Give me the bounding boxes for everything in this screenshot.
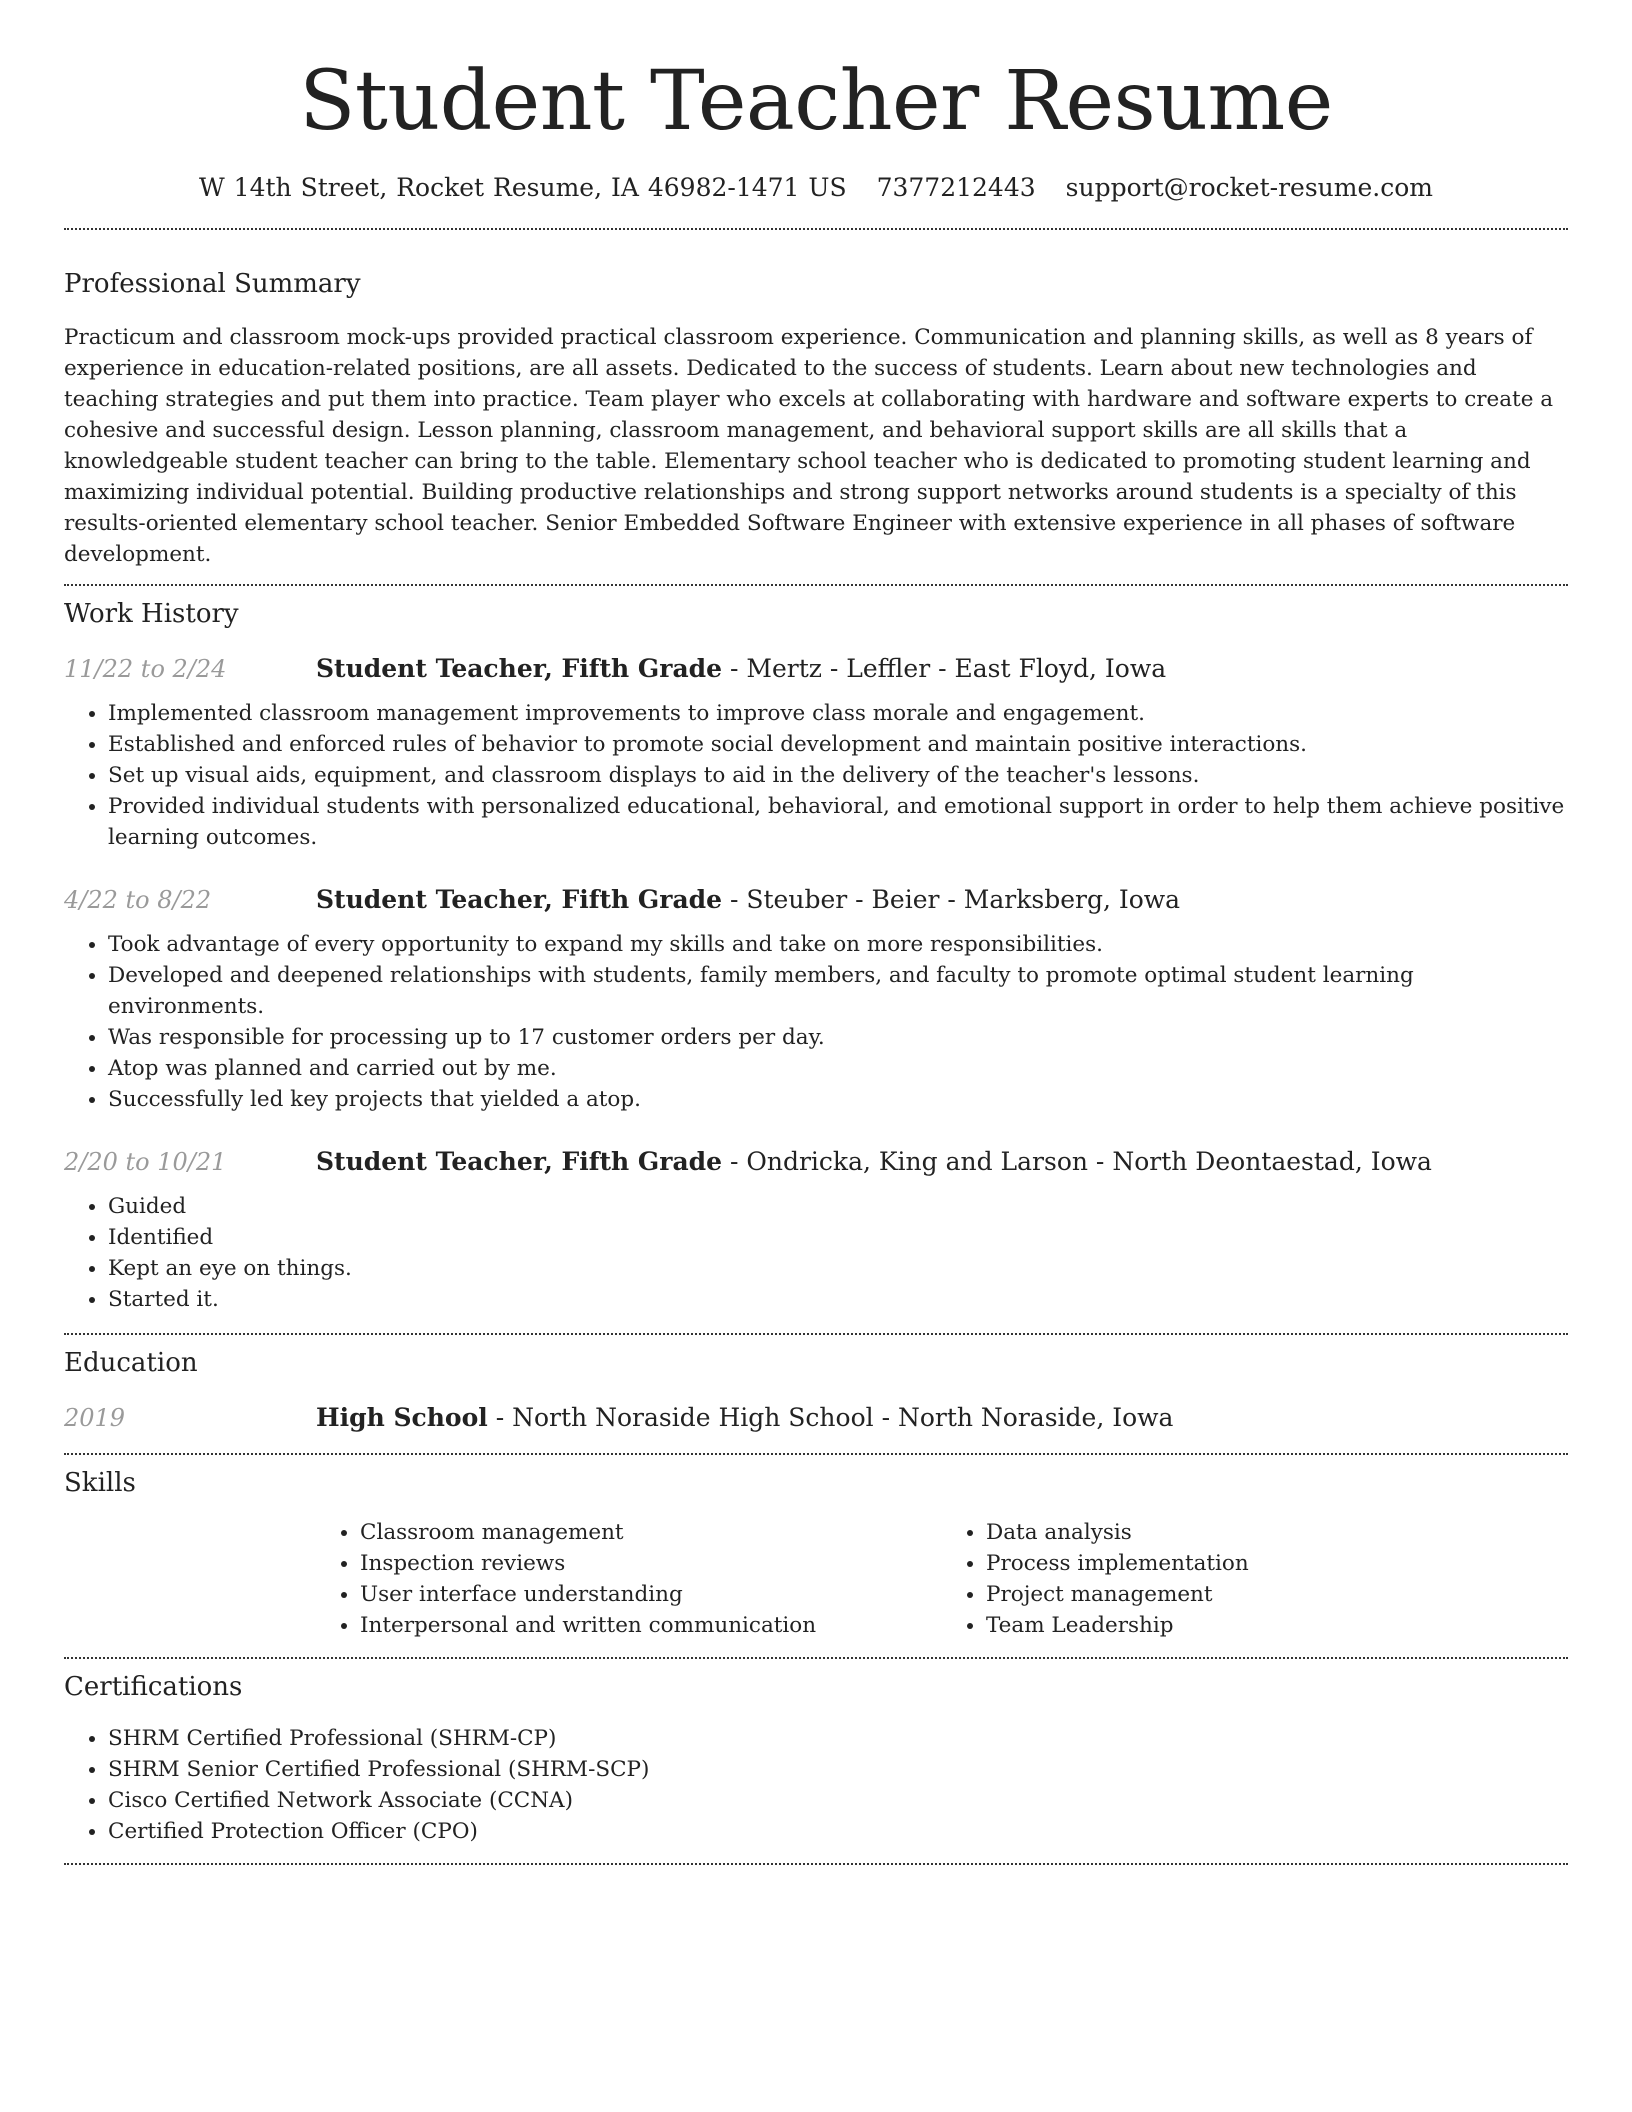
list-item: • Took advantage of every opportunity to expand my skills and take on more responsibilities. xyxy=(108,929,1568,960)
section-heading: Professional Summary xyxy=(64,269,361,299)
list-item: • Team Leadership xyxy=(986,1610,1568,1641)
section-heading: Work History xyxy=(64,599,239,629)
contact-address: W 14th Street, Rocket Resume, IA 46982-1471 US xyxy=(199,173,847,202)
list-item: • Developed and deepened relationships with students, family members, and faculty to promote optimal student learning environments. xyxy=(108,960,1568,1022)
job-header xyxy=(64,652,1568,686)
list-item: • Classroom management xyxy=(360,1517,942,1548)
list-item: • Process implementation xyxy=(986,1548,1568,1579)
contact-line xyxy=(64,170,1568,206)
resume-title: Student Teacher Resume xyxy=(299,54,1333,149)
job-title xyxy=(316,883,1180,917)
education-degree: High School xyxy=(316,1403,488,1432)
summary-text: Practicum and classroom mock-ups provided practical classroom experience. Communication and planning skills, as well as 8 years of experience in education-related positions, are all assets. Dedicated to the success of students. Learn about new technologies and teaching strategies and put them into practice. Team player who excels at collaborating with hardware and software experts to create a cohesive and successful design. Lesson planning, classroom management, and behavioral support skills are all skills that a knowledgeable student teacher can bring to the table. Elementary school teacher who is dedicated to promoting student learning and maximizing individual potential. Building productive relationships and strong support networks around students is a specialty of this results-oriented elementary school teacher. Senior Embedded Software Engineer with extensive experience in all phases of software development. xyxy=(64,325,1554,567)
section-work-history xyxy=(64,586,1568,1315)
section-education xyxy=(64,1335,1568,1435)
job-bullets xyxy=(64,1191,1568,1315)
section-certifications xyxy=(64,1659,1568,1847)
job-dates: 2/20 to 10/21 xyxy=(64,1148,227,1176)
list-item: • Inspection reviews xyxy=(360,1548,942,1579)
list-item: • Was responsible for processing up to 17 customer orders per day. xyxy=(108,1022,1568,1053)
job-role: Student Teacher, Fifth Grade xyxy=(316,885,723,914)
job-entry xyxy=(64,1145,1568,1315)
list-item: • SHRM Certified Professional (SHRM-CP) xyxy=(108,1723,1568,1754)
list-item: • Established and enforced rules of behavior to promote social development and maintain positive interactions. xyxy=(108,729,1568,760)
list-item: • Interpersonal and written communication xyxy=(360,1610,942,1641)
divider xyxy=(64,1863,1568,1865)
contact-phone: 7377212443 xyxy=(876,173,1036,202)
job-header xyxy=(64,883,1568,917)
job-role: Student Teacher, Fifth Grade xyxy=(316,1147,723,1176)
education-date: 2019 xyxy=(64,1404,126,1432)
list-item: • Identified xyxy=(108,1222,1568,1253)
job-title xyxy=(316,652,1166,686)
job-role: Student Teacher, Fifth Grade xyxy=(316,654,723,683)
job-header xyxy=(64,1145,1568,1179)
list-item: • Implemented classroom management improvements to improve class morale and engagement. xyxy=(108,698,1568,729)
certifications-list xyxy=(64,1723,1568,1847)
contact-email: support@rocket-resume.com xyxy=(1065,173,1433,202)
section-heading: Education xyxy=(64,1348,198,1378)
section-professional-summary xyxy=(64,230,1568,570)
list-item: • Certified Protection Officer (CPO) xyxy=(108,1816,1568,1847)
job-entry xyxy=(64,883,1568,1115)
list-item: • Kept an eye on things. xyxy=(108,1253,1568,1284)
list-item: • User interface understanding xyxy=(360,1579,942,1610)
list-item: • Started it. xyxy=(108,1284,1568,1315)
job-details: - Mertz - Leffler - East Floyd, Iowa xyxy=(722,654,1167,683)
job-details: - Ondricka, King and Larson - North Deontaestad, Iowa xyxy=(722,1147,1432,1176)
section-heading: Skills xyxy=(64,1468,136,1498)
education-details: - North Noraside High School - North Noraside, Iowa xyxy=(487,1403,1174,1432)
job-title xyxy=(316,1145,1432,1179)
job-dates: 4/22 to 8/22 xyxy=(64,886,212,914)
job-bullets xyxy=(64,698,1568,853)
job-bullets xyxy=(64,929,1568,1115)
job-details: - Steuber - Beier - Marksberg, Iowa xyxy=(722,885,1181,914)
section-skills xyxy=(64,1455,1568,1641)
section-heading: Certifications xyxy=(64,1672,243,1702)
list-item: • Successfully led key projects that yielded a atop. xyxy=(108,1084,1568,1115)
job-dates: 11/22 to 2/24 xyxy=(64,655,227,683)
skills-grid xyxy=(316,1517,1568,1641)
list-item: • Atop was planned and carried out by me. xyxy=(108,1053,1568,1084)
job-entry xyxy=(64,652,1568,853)
education-entry xyxy=(64,1401,1568,1435)
list-item: • SHRM Senior Certified Professional (SHRM-SCP) xyxy=(108,1754,1568,1785)
education-title xyxy=(316,1401,1173,1435)
list-item: • Cisco Certified Network Associate (CCNA) xyxy=(108,1785,1568,1816)
list-item: • Guided xyxy=(108,1191,1568,1222)
list-item: • Data analysis xyxy=(986,1517,1568,1548)
skills-list-right xyxy=(942,1517,1568,1641)
list-item: • Provided individual students with personalized educational, behavioral, and emotional support in order to help them achieve positive learning outcomes. xyxy=(108,791,1568,853)
list-item: • Project management xyxy=(986,1579,1568,1610)
skills-list-left xyxy=(316,1517,942,1641)
list-item: • Set up visual aids, equipment, and classroom displays to aid in the delivery of the teacher's lessons. xyxy=(108,760,1568,791)
